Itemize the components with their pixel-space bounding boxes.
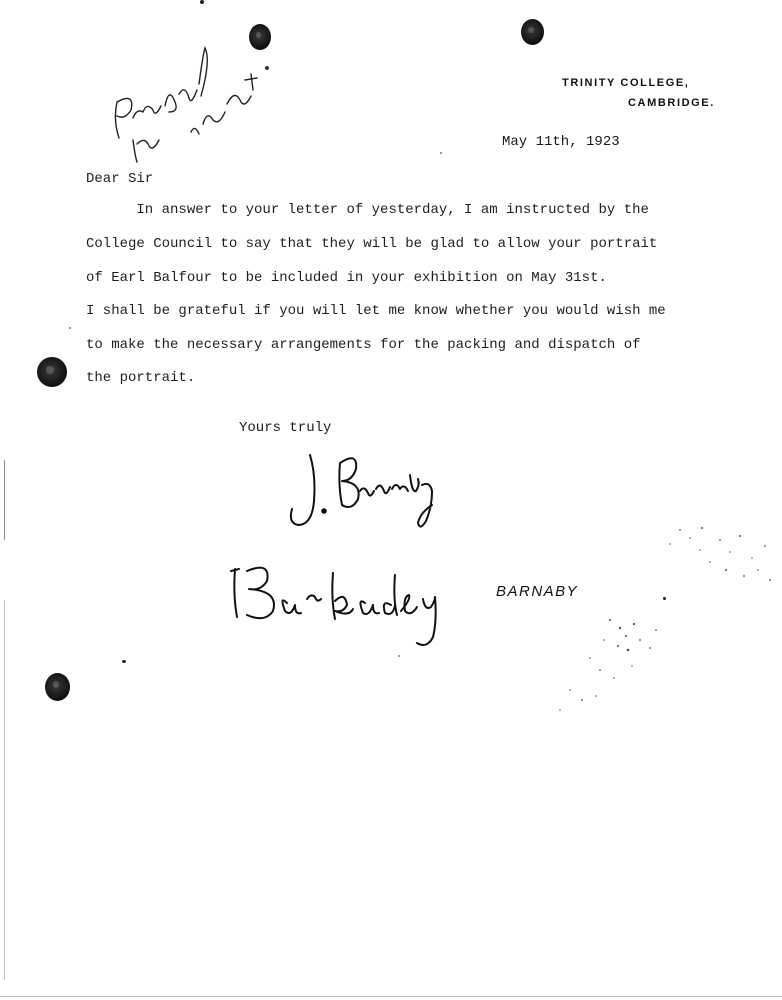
body-line-1: In answer to your letter of yesterday, I am instructed by the: [86, 202, 649, 218]
letter-date: May 11th, 1923: [502, 134, 620, 150]
scan-speck: [440, 152, 442, 154]
scan-speck: [200, 0, 204, 4]
signature: [280, 445, 450, 535]
bottom-scan-edge: [0, 996, 782, 997]
punch-hole-middle-left: [37, 357, 67, 387]
punch-hole-lower-left: [45, 673, 70, 701]
body-line-4: I shall be grateful if you will let me know whether you would wish me: [86, 303, 666, 319]
printed-name-text: BARNABY: [496, 583, 579, 600]
scan-noise-cluster: [530, 500, 780, 730]
scan-speck: [69, 327, 71, 329]
closing: Yours truly: [239, 420, 332, 436]
left-scan-edge: [4, 460, 5, 540]
letterhead-college: TRINITY COLLEGE,: [562, 77, 690, 89]
salutation: Dear Sir: [86, 171, 154, 187]
scan-speck: [398, 655, 400, 657]
scan-speck: [122, 660, 126, 663]
left-scan-edge-2: [4, 600, 5, 980]
handwritten-name: [225, 555, 455, 655]
letterhead-city: CAMBRIDGE.: [628, 97, 715, 109]
handwritten-note-top: [95, 40, 285, 170]
body-line-5: to make the necessary arrangements for the packing and dispatch of: [86, 337, 641, 353]
body-line-6: the portrait.: [86, 370, 196, 386]
body-line-3: of Earl Balfour to be included in your exhibition on May 31st.: [86, 270, 607, 286]
punch-hole-top-right: [521, 19, 544, 45]
body-line-2: College Council to say that they will be glad to allow your portrait: [86, 236, 658, 252]
